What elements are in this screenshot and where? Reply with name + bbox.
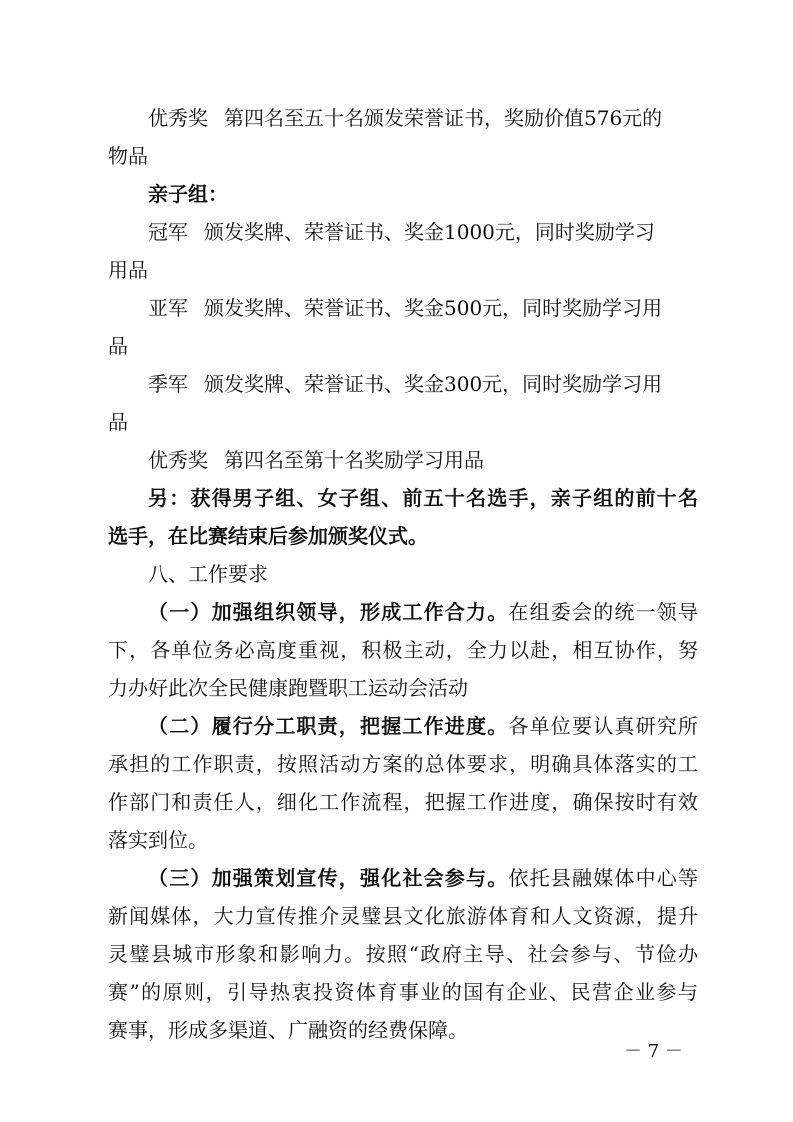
runner-up-line-1 xyxy=(148,294,698,322)
para-3-line-1 xyxy=(148,864,698,892)
section-8-heading: 八、工作要求 xyxy=(148,562,268,586)
third-place-line-1 xyxy=(148,370,698,398)
runner-up-text: 颁发奖牌、荣誉证书、奖金500元，同时奖励学习用 xyxy=(204,296,663,320)
para-3-line-3: 灵璧县城市形象和影响力。按照“政府主导、社会参与、节俭办 xyxy=(108,942,698,966)
excellence-award-text: 第四名至五十名颁发荣誉证书，奖励价值576元的 xyxy=(224,106,663,130)
para-3-line-4: 赛”的原则，引导热衷投资体育事业的国有企业、民营企业参与 xyxy=(108,980,698,1004)
third-place-line-2: 品 xyxy=(108,410,128,434)
champion-text: 颁发奖牌、荣誉证书、奖金1000元，同时奖励学习 xyxy=(204,220,655,244)
runner-up-line-2: 品 xyxy=(108,334,128,358)
excellence-family-line xyxy=(148,446,698,474)
para-2-lead: （二）履行分工职责，把握工作进度。 xyxy=(148,714,509,738)
para-3-line-1-rest: 依托县融媒体中心等 xyxy=(508,866,699,890)
para-2-line-3: 作部门和责任人，细化工作流程，把握工作进度，确保按时有效 xyxy=(108,790,698,814)
excellence-award-line-1 xyxy=(148,104,698,132)
para-1-line-1 xyxy=(148,598,698,626)
para-2-line-1 xyxy=(148,712,698,740)
champion-line-1 xyxy=(148,218,698,246)
para-3-line-5: 赛事，形成多渠道、广融资的经费保障。 xyxy=(108,1018,468,1042)
third-place-title: 季军 xyxy=(148,372,188,396)
champion-title: 冠军 xyxy=(148,220,188,244)
excellence-award-line-2: 物品 xyxy=(108,144,148,168)
runner-up-title: 亚军 xyxy=(148,296,188,320)
third-place-text: 颁发奖牌、荣誉证书、奖金300元，同时奖励学习用 xyxy=(204,372,663,396)
para-2-line-4: 落实到位。 xyxy=(108,828,208,852)
para-3-lead: （三）加强策划宣传，强化社会参与。 xyxy=(148,866,509,890)
para-1-line-3: 力办好此次全民健康跑暨职工运动会活动 xyxy=(108,676,468,700)
award-ceremony-note-line-2: 选手，在比赛结束后参加颁奖仪式。 xyxy=(108,524,428,548)
excellence-award-title: 优秀奖 xyxy=(148,106,208,130)
page-number: － 7 － xyxy=(624,1041,683,1062)
family-group-heading: 亲子组： xyxy=(148,182,228,206)
excellence-family-title: 优秀奖 xyxy=(148,448,208,472)
para-1-line-1-rest: 在组委会的统一领导 xyxy=(508,600,699,624)
excellence-family-text: 第四名至第十名奖励学习用品 xyxy=(224,448,484,472)
award-ceremony-note-line-1: 另：获得男子组、女子组、前五十名选手，亲子组的前十名 xyxy=(148,486,698,510)
para-1-lead: （一）加强组织领导，形成工作合力。 xyxy=(148,600,509,624)
para-1-line-2: 下，各单位务必高度重视，积极主动，全力以赴，相互协作，努 xyxy=(108,638,698,662)
para-2-line-2: 承担的工作职责，按照活动方案的总体要求，明确具体落实的工 xyxy=(108,752,698,776)
champion-line-2: 用品 xyxy=(108,258,148,282)
para-2-line-1-rest: 各单位要认真研究所 xyxy=(508,714,699,738)
para-3-line-2: 新闻媒体，大力宣传推介灵璧县文化旅游体育和人文资源，提升 xyxy=(108,904,698,928)
